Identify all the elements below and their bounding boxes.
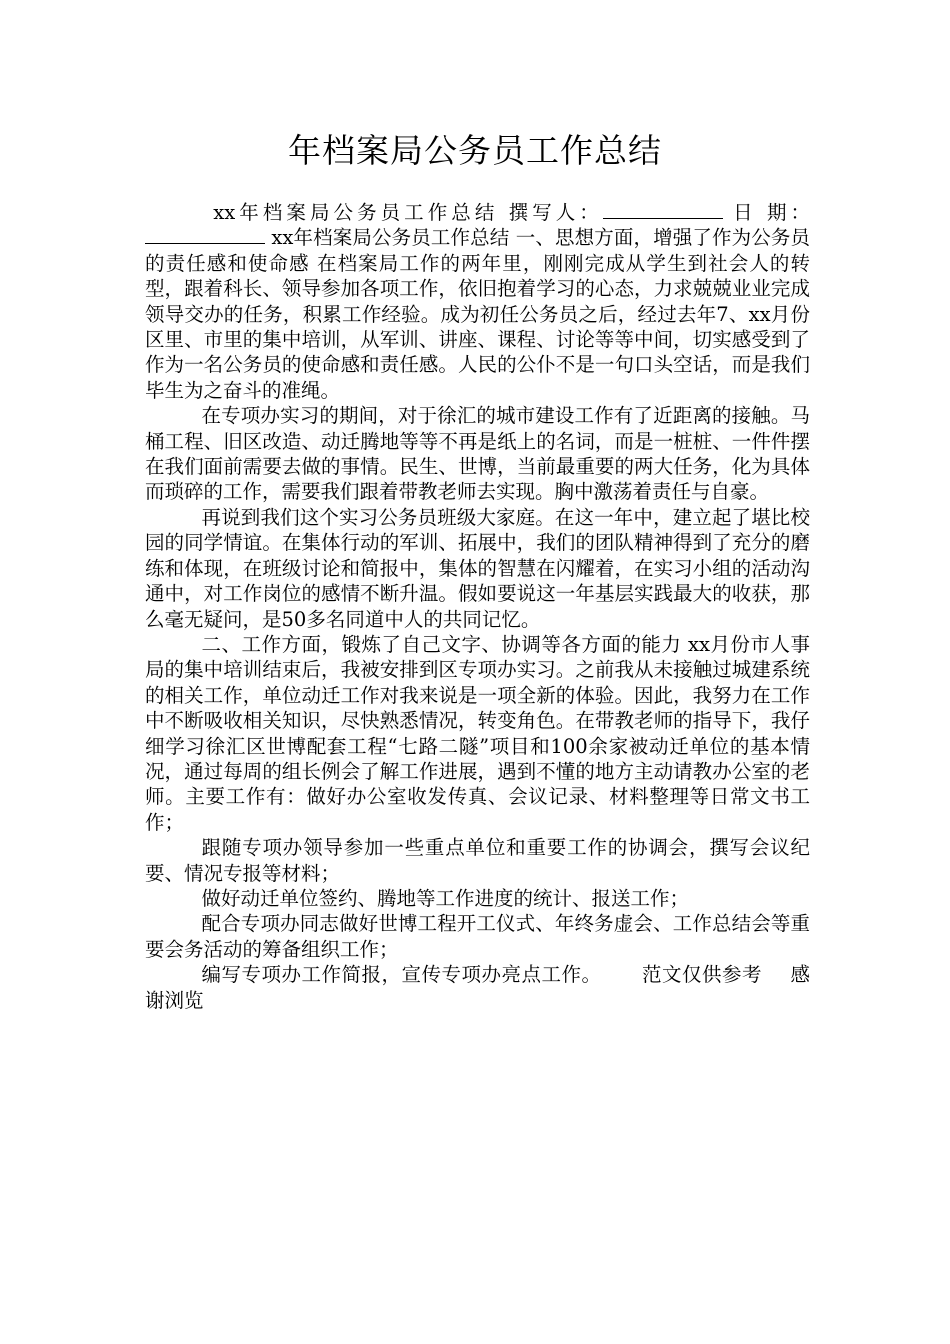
intro-paragraph (145, 200, 810, 403)
document-title: 年档案局公务员工作总结 (288, 131, 662, 170)
footer-note: 范文仅供参考 (641, 963, 762, 987)
intro-lead: xx年档案局公务员工作总结 撰写人： (213, 201, 603, 224)
paragraph: 二、工作方面，锻炼了自己文字、协调等各方面的能力 xx月份市人事局的集中培训结束后，我被安排到区专项办实习。之前我从未接触过城建系统的相关工作，单位动迁工作对我来说是一项全新的体验。因此，我努力在工作中不断吸收相关知识，尽快熟悉情况，转变角色。在带教老师的指导下，我仔细学习徐汇区世博配套工程“七路二隧”项目和100余家被动迁单位的基本情况，通过每周的组长例会了解工作进展，遇到不懂的地方主动请教办公室的老师。主要工作有：做好办公室收发传真、会议记录、材料整理等日常文书工作； (145, 632, 810, 834)
author-blank (603, 200, 723, 219)
document-body (145, 200, 810, 1013)
last-paragraph-text: 编写专项办工作简报，宣传专项办亮点工作。 (201, 963, 602, 987)
date-label: 日 期： (733, 201, 811, 224)
date-blank (145, 225, 265, 244)
footer-thanks: 感谢浏览 (145, 963, 810, 1012)
intro-text: xx年档案局公务员工作总结 一、思想方面，增强了作为公务员的责任感和使命感 在档案局工作的两年里，刚刚完成从学生到社会人的转型，跟着科长、领导参加各项工作，依旧抱着学习的心态，力求兢兢业业完成领导交办的任务，积累工作经验。成为初任公务员之后，经过去年7、xx月份区里、市里的集中培训，从军训、讲座、课程、讨论等等中间，切实感受到了作为一名公务员的使命感和责任感。人民的公仆不是一句口头空话，而是我们毕生为之奋斗的准绳。 (145, 226, 810, 402)
paragraph: 再说到我们这个实习公务员班级大家庭。在这一年中，建立起了堪比校园的同学情谊。在集体行动的军训、拓展中，我们的团队精神得到了充分的磨练和体现，在班级讨论和简报中，集体的智慧在闪耀着，在实习小组的活动沟通中，对工作岗位的感情不断升温。假如要说这一年基层实践最大的收获，那么毫无疑问，是50多名同道中人的共同记忆。 (145, 505, 810, 631)
paragraph: 跟随专项办领导参加一些重点单位和重要工作的协调会，撰写会议纪要、情况专报等材料； (145, 836, 810, 885)
last-paragraph (145, 962, 810, 1013)
paragraph: 配合专项办同志做好世博工程开工仪式、年终务虚会、工作总结会等重要会务活动的筹备组织工作； (145, 912, 810, 961)
paragraph: 做好动迁单位签约、腾地等工作进度的统计、报送工作； (201, 886, 690, 910)
paragraph: 在专项办实习的期间，对于徐汇的城市建设工作有了近距离的接触。马桶工程、旧区改造、动迁腾地等等不再是纸上的名词，而是一桩桩、一件件摆在我们面前需要去做的事情。民生、世博，当前最重要的两大任务，化为具体而琐碎的工作，需要我们跟着带教老师去实现。胸中激荡着责任与自豪。 (145, 404, 810, 504)
